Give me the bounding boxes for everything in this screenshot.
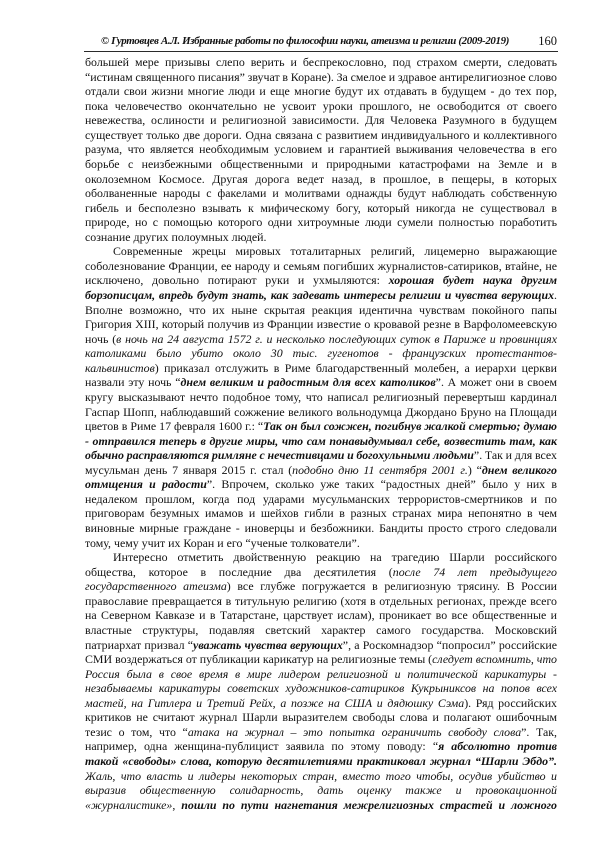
text-run: соболезнование Франции, ее народу и семьям погибших журналистов-сатириков, втайне, не	[85, 258, 557, 273]
text-line	[85, 434, 557, 449]
line-text	[85, 623, 557, 638]
text-run: критиков не считают журнал Шарли выразителем свободы слова и полагают ошибочным	[85, 710, 558, 725]
text-line	[85, 230, 557, 245]
text-line	[85, 506, 557, 521]
text-run: природе, но с помощью которого одни хитроумные люди сумели полностью поработить	[85, 215, 557, 230]
text-line	[85, 521, 557, 536]
text-run: общества, которое в последние два десятилетия (	[85, 564, 393, 579]
italic-text: мастей, на Гитлера и Третий Рейх, а позже на США и дядюшку Сэма	[85, 695, 465, 710]
text-run: СМИ воздержаться от публикации карикатур на религиозные темы (	[85, 652, 433, 667]
line-text	[85, 186, 557, 201]
line-text	[85, 477, 557, 492]
italic-text: подобно дню 11 сентября 2001 г.	[292, 462, 468, 477]
line-text	[85, 215, 557, 230]
text-line	[85, 696, 557, 711]
line-text	[85, 739, 557, 754]
paragraph	[85, 550, 557, 812]
text-line	[85, 346, 557, 361]
line-text	[85, 492, 557, 507]
text-line	[85, 536, 557, 551]
line-text	[85, 201, 557, 216]
text-run: большей мере призывы слепо верить и беспрекословно, под страхом смерти, следовать	[85, 55, 558, 69]
text-run: мусульман день 7 января 2015 г. стал (	[85, 462, 293, 477]
paragraph	[85, 55, 557, 244]
bold-italic-text: борзописцам, впредь будут знать, как задевать интересы религии и чувства верующих	[85, 288, 555, 302]
line-text	[113, 244, 557, 259]
line-text	[85, 70, 557, 85]
bold-italic-text: обычно расправляются римляне с нечестивцами и богохульными людьми	[85, 448, 474, 463]
text-run: тезис о том, что “	[85, 724, 188, 739]
text-line	[85, 681, 557, 696]
page-number: 160	[538, 34, 557, 48]
line-text	[85, 419, 557, 434]
text-run: кругу высказывают нечто подобное тому, что написал религиозный перевертыш кардинал	[85, 389, 557, 404]
text-line	[85, 113, 557, 128]
text-run: околоземном Космосе. Другая дорога ведет назад, в прошлое, в пещеры, в которых	[85, 171, 557, 186]
text-run: ,	[172, 797, 182, 812]
italic-text: в ночь на 24 августа 1572 г. и несколько последующих суток в Париже и провинциях	[116, 331, 557, 346]
line-text	[85, 303, 557, 318]
line-text	[85, 448, 557, 463]
paragraph	[85, 244, 557, 550]
text-line	[85, 739, 557, 754]
line-text	[85, 390, 557, 405]
line-text	[85, 798, 557, 813]
text-run: недалеком прошлом, когда под ударами мусульманских террористов-смертников и по	[85, 491, 557, 506]
text-run: исключено, довольно потирают руки и ухмыляются:	[85, 273, 389, 288]
bold-italic-text: хорошая будет наука другим	[388, 273, 557, 288]
text-run: патриархат призвал “	[85, 637, 194, 652]
line-text	[85, 361, 557, 376]
line-text	[85, 754, 557, 769]
running-header-title: © Гуртовцев А.Л. Избранные работы по философии науки, атеизма и религии (2009-2019)	[101, 35, 510, 47]
italic-text: государственного атеизма	[85, 579, 227, 594]
text-run: ночь (	[85, 331, 117, 346]
text-line	[85, 754, 557, 769]
line-text	[85, 652, 557, 667]
line-text	[85, 536, 360, 551]
line-text	[85, 128, 557, 143]
bold-italic-text: Так он был сожжен, погибнув жалкой смертью; думаю	[263, 419, 557, 434]
line-text	[85, 565, 557, 580]
text-run: ) приказал отслужить в Риме благодарственный молебен, а иерархи церкви	[154, 360, 557, 375]
bold-italic-text: днем великим и радостным для всех католиков	[180, 375, 436, 390]
line-text	[85, 667, 557, 682]
text-line	[85, 405, 557, 420]
text-run: .	[554, 288, 557, 302]
bold-italic-text: пошли по пути нагнетания межрелигиозных страстей и ложного	[181, 797, 557, 812]
line-text	[85, 288, 557, 303]
text-run: гибель и бесполезно взывать к мифическому богу, который никогда не существовал в	[85, 200, 558, 215]
line-text	[85, 84, 557, 99]
text-line	[85, 142, 557, 157]
line-text	[85, 332, 557, 347]
text-run: Современные жрецы мировых тоталитарных религий, лицемерно выражающие	[113, 244, 557, 259]
line-text	[85, 273, 557, 288]
text-line	[85, 186, 557, 201]
italic-text: после 74 лет предыдущего	[392, 564, 557, 579]
text-run: ”. Впрочем, сколько уже таких “радостных дней” было у них в	[206, 477, 558, 492]
text-line	[85, 579, 557, 594]
line-text	[85, 346, 557, 361]
text-line	[85, 448, 557, 463]
text-line	[85, 317, 557, 332]
text-line	[85, 419, 557, 434]
line-text	[85, 113, 557, 128]
text-run: на Северном Кавказе и в Татарстане, царствует ислам), проникает во все общественные и	[85, 608, 557, 623]
text-run: православие превращается в титульную религию (хотя в отдельных регионах, прежде всего	[85, 593, 557, 608]
line-text	[85, 434, 557, 449]
text-line	[85, 638, 557, 653]
text-run: властные структуры, подавляя светский характер самого государства. Московский	[85, 622, 557, 637]
line-text	[85, 681, 557, 696]
text-run: борьбе с неизбежными общественными и природными катастрофами на Земле и в	[85, 156, 557, 171]
italic-text: кальвинистов	[85, 360, 155, 375]
text-run: ) “	[467, 462, 482, 477]
text-line	[85, 128, 557, 143]
line-text	[85, 594, 557, 609]
line-text	[85, 142, 557, 157]
text-run: ”. Так,	[521, 724, 557, 739]
text-line	[85, 157, 557, 172]
line-text	[85, 317, 557, 332]
text-line	[85, 565, 557, 580]
text-run: приговорам безумных имамов и шейхов гибли в разных странах мира непонятно в чем	[85, 506, 557, 521]
text-line	[85, 594, 557, 609]
bold-italic-text: такой «свободы» слова, которую десятилетиями практиковал журнал “Шарли Эбдо”.	[85, 754, 557, 768]
line-text	[85, 230, 267, 245]
italic-text: Жаль, что власть и лидеры некоторых стран, вместо того чтобы, осудив убийство и	[85, 768, 557, 783]
text-run: виновные мирные граждане - иноверцы и безбожники. Бандиты просто строго следовали	[85, 521, 557, 535]
text-line	[85, 667, 557, 682]
text-line	[85, 303, 557, 318]
line-text	[85, 696, 557, 711]
line-text	[85, 55, 557, 70]
bold-italic-text: я абсолютно против	[438, 739, 557, 754]
italic-text: незабываемы карикатуры советских художников-сатириков Кукрыниксов на попов всех	[85, 681, 557, 696]
text-line	[85, 492, 557, 507]
text-line	[85, 390, 557, 405]
text-line	[85, 99, 557, 114]
line-text	[85, 769, 557, 784]
bold-italic-text: уважать чувства верующих	[193, 637, 343, 652]
line-text	[113, 550, 557, 565]
text-run: сознание других полоумных людей.	[85, 229, 267, 244]
line-text	[85, 172, 557, 187]
text-run: назвали эту ночь “	[85, 375, 181, 390]
text-run: ”. Так и для всех	[473, 448, 557, 463]
line-text	[85, 783, 557, 798]
text-line	[85, 55, 557, 70]
text-line	[85, 463, 557, 478]
italic-text: следует вспомнить, что	[432, 652, 558, 667]
text-line	[85, 623, 557, 638]
line-text	[85, 375, 557, 390]
line-text	[85, 710, 557, 725]
text-line	[85, 608, 557, 623]
italic-text: католиками было убито около 30 тыс. гугенотов - французских протестантов-	[85, 346, 557, 361]
header-rule	[84, 51, 558, 52]
text-run: цветов в Риме 17 февраля 1600 г.: “	[85, 419, 264, 434]
text-line	[85, 769, 557, 784]
italic-text: «журналистике»	[85, 797, 173, 812]
text-line	[85, 259, 557, 274]
page-body	[85, 55, 557, 812]
text-line	[85, 215, 557, 230]
text-line	[85, 332, 557, 347]
line-text	[85, 99, 557, 114]
text-run: например, одна женщина-публицист заявила по этому поводу: “	[85, 739, 439, 754]
text-run: “истинам священного писания” звучат в Коране). За смелое и здравое антирелигиозное слово	[85, 69, 557, 84]
text-run: ”, а Роскомнадзор “попросил” российские	[342, 637, 557, 652]
text-line	[85, 725, 557, 740]
text-line	[85, 710, 557, 725]
text-run: пока человечество окончательно не усвоит уроки прошлого, не освободится от своего	[85, 98, 557, 113]
bold-italic-text: днем великого	[481, 462, 557, 477]
text-run: ). Ряд российских	[464, 695, 557, 710]
text-run: тому, чему учит их Коран и его “ученые толкователи”.	[85, 535, 360, 550]
text-run: Гаспар Шопп, наблюдавший сожжение великого вольнодумца Джордано Бруно на Площади	[85, 404, 557, 419]
line-text	[85, 725, 557, 740]
text-line	[85, 288, 557, 303]
italic-text: выразив общественную солидарность, дать оценку также и провокационной	[85, 783, 557, 798]
line-text	[85, 506, 557, 521]
text-line	[85, 361, 557, 376]
line-text	[85, 608, 557, 623]
text-run: существует только две дороги. Одна связана с развитием индивидуального и коллективного	[85, 127, 557, 142]
text-run: Григория XIII, который получив из Франции известие о кровавой резне в Варфоломеевскую	[85, 317, 557, 332]
text-line	[85, 652, 557, 667]
text-line	[85, 273, 557, 288]
text-run: ) все глубже погружается в религиозную трясину. В России	[226, 579, 557, 594]
italic-text: Россия была в свое время в мире лидером религиозной и политической карикатуры -	[85, 666, 558, 681]
text-line	[85, 477, 557, 492]
text-line	[85, 375, 557, 390]
bold-italic-text: отмщения и радости	[85, 477, 207, 492]
text-run: разума, что является необходимым условием и гарантией выживания человечества в его	[85, 142, 557, 157]
line-text	[85, 521, 557, 536]
line-text	[85, 579, 557, 594]
text-line	[85, 84, 557, 99]
text-run: невежества, ослиности и религиозной зависимости. Для Человека Разумного в будущем	[85, 113, 557, 128]
line-text	[85, 157, 557, 172]
line-text	[85, 405, 557, 420]
line-text	[85, 259, 557, 274]
bold-italic-text: - отправился теперь в другие миры, что сам понавыдумывал себе, возвестить там, как	[85, 433, 557, 448]
text-line	[85, 172, 557, 187]
text-line	[85, 783, 557, 798]
line-text	[85, 463, 557, 478]
text-line	[85, 201, 557, 216]
text-line	[85, 798, 557, 813]
text-line	[85, 550, 557, 565]
italic-text: атака на журнал – это попытка ограничить свободу слова	[187, 724, 522, 739]
text-run: оболваненные народы с факелами и молитвами однажды будут наблюдать собственную	[85, 186, 557, 201]
line-text	[85, 638, 557, 653]
text-run: Интересно отметить двойственную реакцию на трагедию Шарли российского	[113, 550, 557, 565]
text-line	[85, 70, 557, 85]
text-run: ”. А может они в своем	[435, 375, 557, 390]
text-line	[85, 244, 557, 259]
text-run: отдали свои жизни многие люди и еще многие будут их отдавать в будущем - до тех пор,	[85, 84, 557, 99]
text-run: Вполне возможно, что их ныне скрытая реакция идентична чувствам покойного папы	[85, 302, 557, 317]
